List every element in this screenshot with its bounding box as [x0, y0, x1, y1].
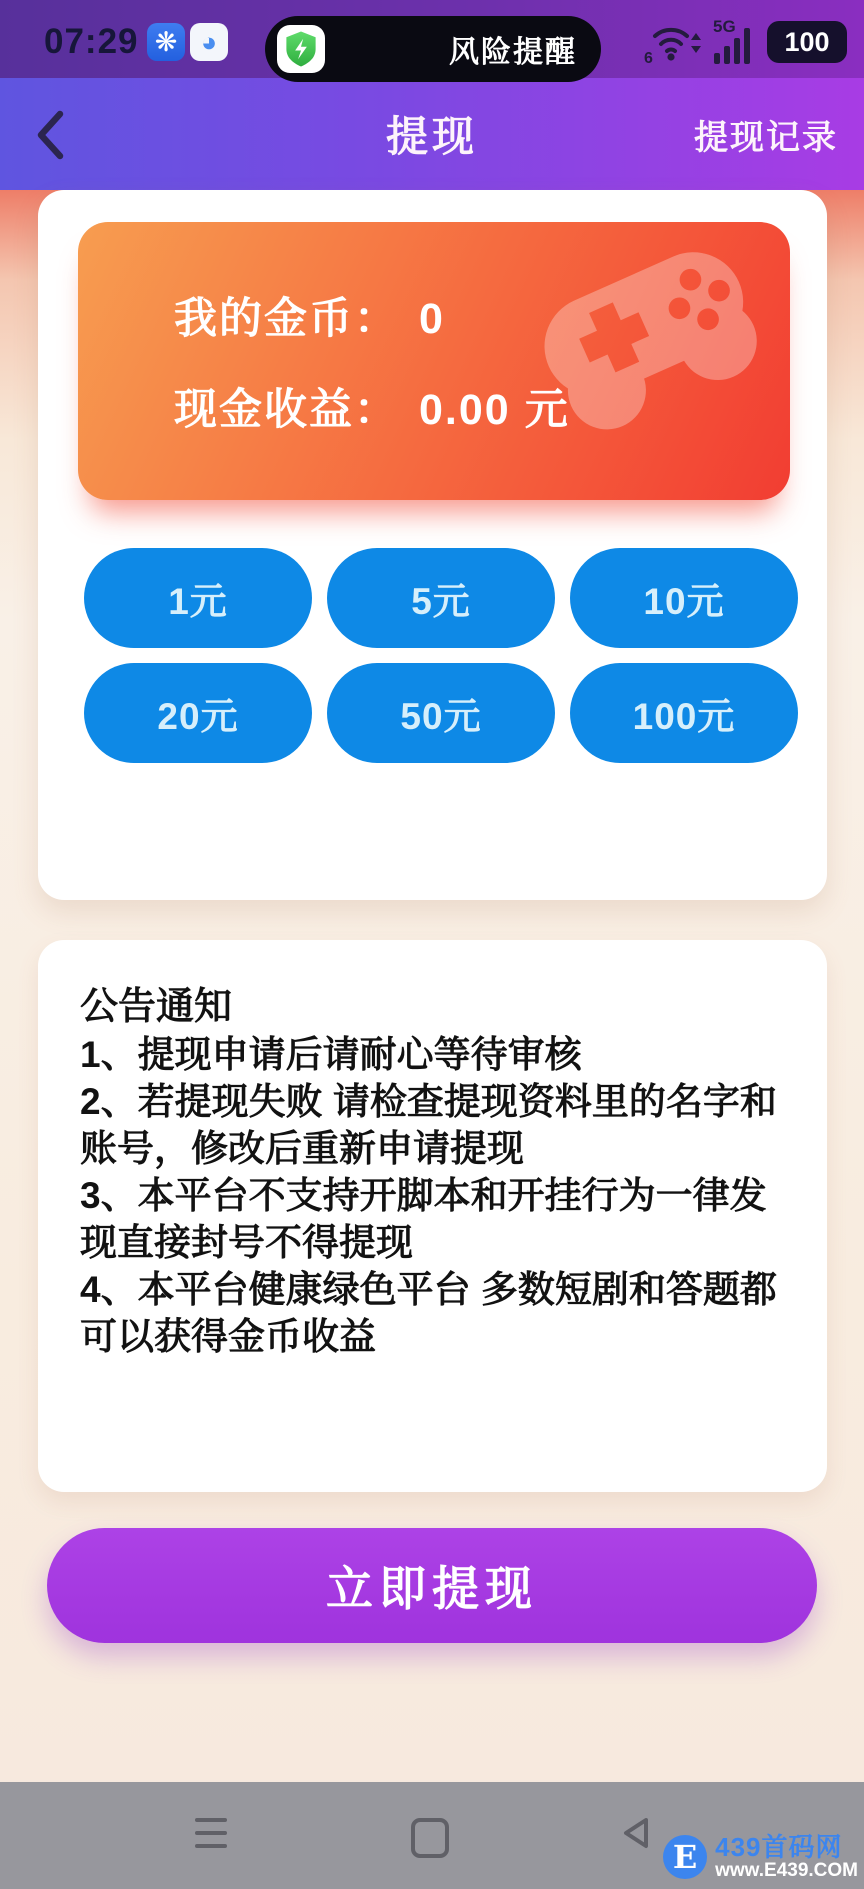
withdraw-now-button[interactable]: 立即提现 — [47, 1528, 817, 1643]
amount-button-50[interactable]: 50元 — [327, 663, 555, 763]
home-button[interactable] — [411, 1818, 449, 1858]
amount-options — [84, 548, 798, 763]
watermark — [663, 1831, 858, 1882]
cash-unit: 元 — [524, 386, 570, 434]
menu-icon — [195, 1818, 227, 1822]
withdraw-card — [38, 190, 827, 900]
amount-button-5[interactable]: 5元 — [327, 548, 555, 648]
notice-line-4: 4、本平台健康绿色平台 多数短剧和答题都可以获得金币收益 — [80, 1269, 777, 1357]
watermark-title: 439首码网 — [715, 1831, 843, 1862]
recents-button[interactable] — [195, 1818, 227, 1857]
page-title: 提现 — [385, 113, 478, 160]
signal-5g-icon — [713, 17, 755, 67]
notice-title: 公告通知 — [80, 986, 233, 1028]
android-nav-bar — [0, 1782, 864, 1889]
svg-text:6: 6 — [644, 50, 653, 66]
notice-line-2: 2、若提现失败 请检查提现资料里的名字和账号，修改后重新申请提现 — [80, 1081, 777, 1169]
watermark-badge: E — [663, 1835, 707, 1879]
clock: 07:29 — [44, 22, 139, 61]
gauge-app-icon: ◕ — [190, 23, 228, 61]
watermark-url: www.E439.COM — [715, 1860, 858, 1882]
notice-card — [38, 940, 827, 1492]
svg-text:5G: 5G — [713, 17, 736, 36]
amount-button-1[interactable]: 1元 — [84, 548, 312, 648]
nav-back-button[interactable] — [620, 1816, 650, 1855]
pinwheel-app-icon: ❋ — [147, 23, 185, 61]
battery-level: 100 — [784, 26, 830, 57]
notice-line-3: 3、本平台不支持开脚本和开挂行为一律发现直接封号不得提现 — [80, 1175, 767, 1263]
coins-value: 0 — [419, 295, 445, 343]
cash-line — [174, 376, 570, 437]
coins-label: 我的金币： — [174, 295, 399, 343]
risk-alert-pill[interactable] — [265, 16, 601, 82]
balance-text — [174, 222, 570, 500]
cash-label: 现金收益： — [174, 386, 399, 434]
wifi-icon — [643, 18, 701, 66]
amount-button-20[interactable]: 20元 — [84, 663, 312, 763]
shield-icon — [277, 25, 325, 73]
coins-line — [174, 285, 570, 346]
cash-value: 0.00 — [419, 386, 511, 434]
app-header — [0, 78, 864, 190]
status-indicators — [643, 16, 844, 68]
withdraw-records-link[interactable]: 提现记录 — [694, 118, 838, 157]
amount-button-10[interactable]: 10元 — [570, 548, 798, 648]
amount-button-100[interactable]: 100元 — [570, 663, 798, 763]
balance-banner — [78, 222, 790, 500]
notice-line-1: 1、提现申请后请耐心等待审核 — [80, 1034, 582, 1075]
triangle-back-icon — [620, 1816, 650, 1850]
risk-alert-label: 风险提醒 — [449, 36, 577, 69]
battery-icon — [767, 21, 844, 63]
